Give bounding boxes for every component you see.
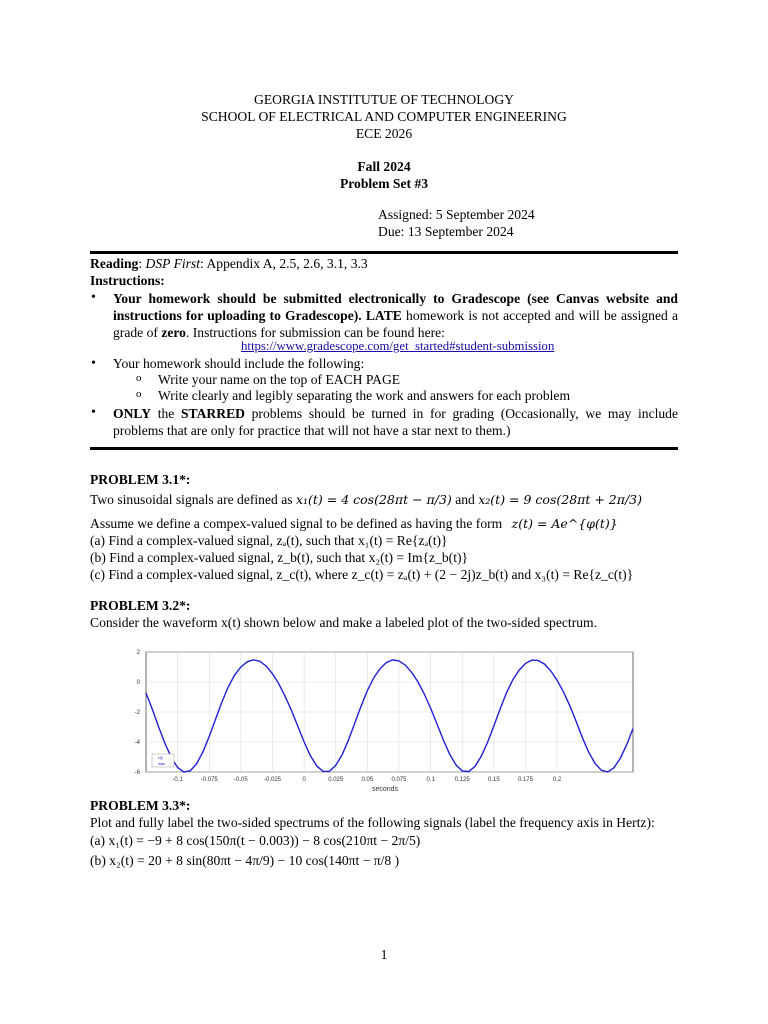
problem-3-2-title: PROBLEM 3.2*: (90, 598, 191, 613)
problem-3-1-title: PROBLEM 3.1*: (90, 472, 191, 487)
sub-bullet-icon: o (136, 388, 142, 400)
bullet-icon: • (91, 405, 96, 420)
problem-3-1-part-b: (b) Find a complex-valued signal, z_b(t), such that x₂(t) = Im{z_b(t)} (90, 550, 469, 565)
x-tick-label: 0.1 (426, 777, 435, 783)
x-tick-label: 0.05 (361, 777, 374, 783)
problem-3-1-part-c: (c) Find a complex-valued signal, z_c(t), where z_c(t) = zₐ(t) + (2 − 2j)z_b(t) and x₃(t) = Re{z_c(t)} (90, 567, 634, 582)
problem-3-1-assumption: Assume we define a compex-valued signal to be defined as having the form z(t) = Ae^{φ(t)} (90, 516, 618, 531)
legend-entry-2: data (158, 762, 165, 766)
x-tick-label: 0.125 (454, 777, 470, 783)
x-tick-label: 0.15 (488, 777, 500, 783)
x2-equation: x₂(t) = 9 cos(28πt + 2π/3) (478, 492, 643, 507)
plot-legend (152, 754, 174, 767)
x-axis-label: seconds (371, 786, 399, 793)
institute-name: GEORGIA INSTITUTUE OF TECHNOLOGY (254, 92, 514, 107)
school-name: SCHOOL OF ELECTRICAL AND COMPUTER ENGINEERING (201, 109, 567, 124)
bottom-rule (90, 447, 678, 450)
instruction-contents: Your homework should include the following: (113, 356, 365, 371)
problem-3-2-text: Consider the waveform x(t) shown below and make a labeled plot of the two-sided spectrum. (90, 615, 597, 630)
page-number: 1 (380, 947, 388, 962)
reading-sections: : Appendix A, 2.5, 2.6, 3.1, 3.3 (200, 256, 368, 271)
problem-3-3-text: Plot and fully label the two-sided spectrums of the following signals (label the frequency axis in Hertz): (90, 815, 655, 830)
y-tick-label: -4 (134, 740, 140, 746)
instruction-sub-name: Write your name on the top of EACH PAGE (158, 372, 401, 387)
reading-label: Reading (90, 256, 139, 271)
reading-line: Reading: DSP First: Appendix A, 2.5, 2.6, 3.1, 3.3 (90, 256, 368, 271)
problem-3-1-definition: Two sinusoidal signals are defined as x₁(t) = 4 cos(28πt − π/3) and x₂(t) = 9 cos(28πt + 2π/3) (90, 492, 643, 507)
y-tick-labels (135, 650, 141, 776)
reading-book: DSP First (145, 256, 201, 271)
bullet-icon: • (91, 356, 96, 371)
x-tick-label: 0.075 (391, 777, 407, 783)
waveform-plot (100, 640, 660, 800)
assigned-date: Assigned: 5 September 2024 (378, 207, 535, 222)
x-tick-label: 0.025 (328, 777, 344, 783)
x-tick-label: -0.1 (172, 777, 183, 783)
z-form: z(t) = Ae^{φ(t)} (511, 516, 618, 531)
set-title: Problem Set #3 (339, 176, 429, 191)
problem-3-1-part-a: (a) Find a complex-valued signal, zₐ(t), such that x₁(t) = Re{zₐ(t)} (90, 533, 448, 548)
problem-3-3-part-a: (a) x₁(t) = −9 + 8 cos(150π(t − 0.003)) − 8 cos(210πt − 2π/5) (90, 833, 421, 848)
sub-bullet-icon: o (136, 372, 142, 384)
x-tick-label: -0.05 (234, 777, 248, 783)
x-tick-labels (172, 777, 561, 783)
x-tick-label: -0.025 (263, 777, 282, 783)
x-tick-label: 0.175 (517, 777, 533, 783)
x-tick-label: 0.2 (552, 777, 562, 783)
gradescope-link[interactable]: https://www.gradescope.com/get_started#student-submission (241, 339, 555, 353)
term: Fall 2024 (357, 159, 411, 174)
top-rule (90, 251, 678, 254)
instruction-starred: ONLY the STARRED problems should be turned in for grading (Occasionally, we may include problems that are only for practice that will not have a star next to them.) (113, 406, 679, 438)
instruction-sub-clear: Write clearly and legibly separating the work and answers for each problem (158, 388, 571, 403)
y-tick-label: 2 (136, 650, 140, 656)
problem-3-3-title: PROBLEM 3.3*: (90, 798, 191, 813)
due-date: Due: 13 September 2024 (378, 224, 514, 239)
instructions-label: Instructions: (90, 273, 165, 288)
bullet-icon: • (91, 290, 96, 305)
x-tick-label: 0 (302, 777, 306, 783)
x-tick-label: -0.075 (200, 777, 218, 783)
y-tick-label: -2 (134, 710, 140, 716)
y-tick-label: 0 (136, 680, 140, 686)
course-code: ECE 2026 (355, 126, 413, 141)
instruction-submission: Your homework should be submitted electronically to Gradescope (see Canvas website and instructions for uploading to Gradescope). LATE homework is not accepted and will be assigned a grade of zero. Instructions for submission can be found here: (113, 291, 678, 340)
problem-3-3-part-b: (b) x₂(t) = 20 + 8 sin(80πt − 4π/9) − 10 cos(140πt − π/8 ) (90, 853, 400, 868)
y-tick-label: -6 (134, 770, 140, 776)
x1-equation: x₁(t) = 4 cos(28πt − π/3) (295, 492, 452, 507)
legend-entry-1: x(t) (158, 756, 164, 760)
